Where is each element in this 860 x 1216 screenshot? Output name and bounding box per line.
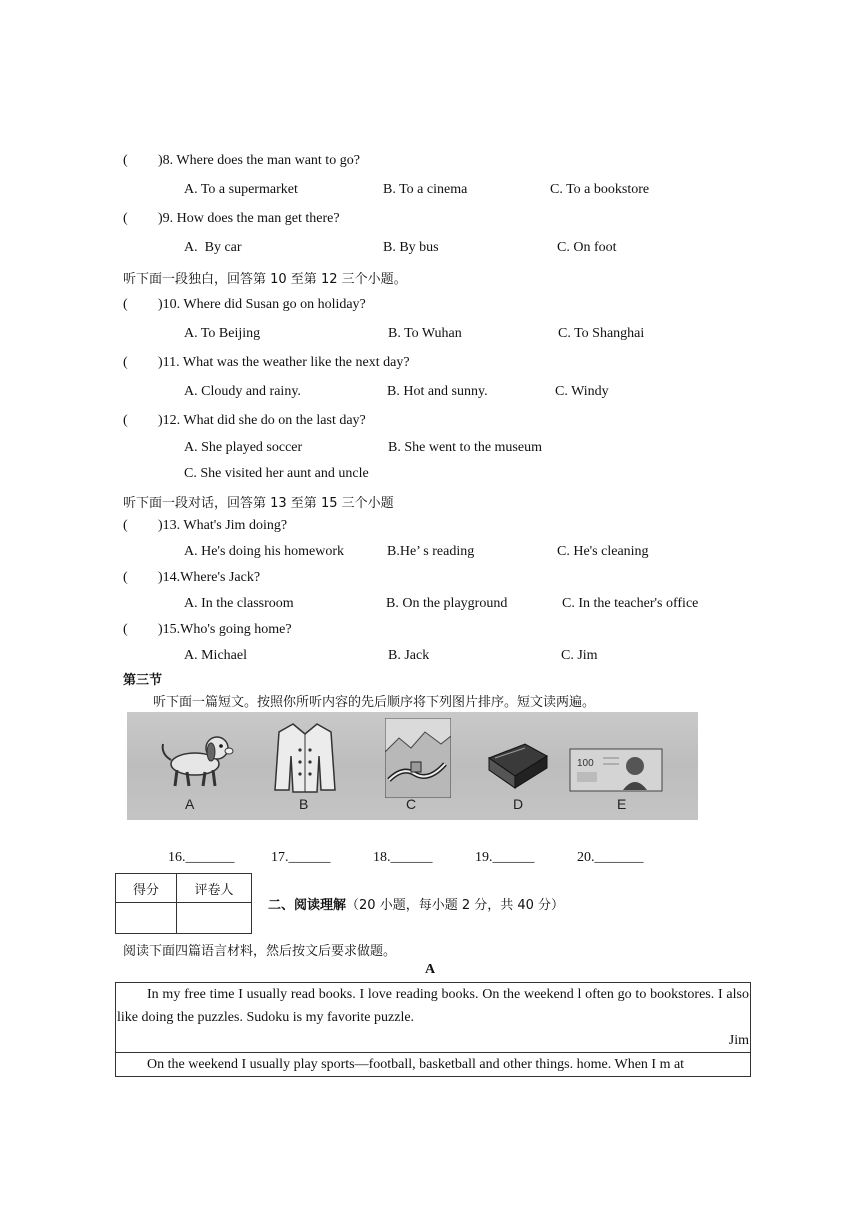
score-table [115, 873, 252, 934]
q8-option-c: C. To a bookstore [550, 182, 650, 197]
q13-option-a: A. He's doing his homework [184, 544, 345, 559]
great-wall-picture [385, 718, 451, 798]
question-9: )9. How does the man get there? [158, 211, 340, 226]
q12-option-b: B. She went to the museum [388, 440, 542, 455]
q8-option-b: B. To a cinema [383, 182, 468, 197]
q14-option-a: A. In the classroom [184, 596, 294, 611]
q11-option-a: A. Cloudy and rainy. [184, 384, 301, 399]
q15-option-a: A. Michael [184, 648, 247, 663]
answer-paren-open: ( [123, 211, 128, 226]
q9-option-a: A. By car [184, 240, 242, 255]
q10-option-a: A. To Beijing [184, 326, 261, 341]
svg-text:100: 100 [577, 758, 594, 769]
answer-paren-open: ( [123, 570, 128, 585]
q15-option-c: C. Jim [561, 648, 598, 663]
picture-label-e: E [617, 796, 627, 812]
passage-box [115, 982, 751, 1077]
question-14: )14.Where's Jack? [158, 570, 261, 585]
part2-detail: （20 小题，每小题 2 分，共 40 分） [346, 898, 565, 913]
picture-label-a: A [185, 796, 195, 812]
q13-option-b: B.He’ s reading [387, 544, 475, 559]
q8-option-a: A. To a supermarket [184, 182, 298, 197]
coat-picture [273, 720, 337, 794]
q12-option-c: C. She visited her aunt and uncle [184, 466, 369, 481]
picture-strip [127, 712, 698, 820]
picture-label-c: C [406, 796, 417, 812]
q14-option-b: B. On the playground [386, 596, 508, 611]
question-12: )12. What did she do on the last day? [158, 413, 366, 428]
answer-paren-open: ( [123, 297, 128, 312]
question-13: )13. What's Jim doing? [158, 518, 288, 533]
question-11: )11. What was the weather like the next day? [158, 355, 410, 370]
passage-label: A [425, 962, 436, 977]
answer-paren-open: ( [123, 413, 128, 428]
q9-option-b: B. By bus [383, 240, 439, 255]
banknote-picture [569, 748, 663, 792]
wallet-picture [485, 736, 551, 790]
answer-paren-open: ( [123, 622, 128, 637]
passage-jim-text: In my free time I usually read books. I love reading books. On the weekend l often go to bookstores. I also like doing the puzzles. Sudoku is my favorite puzzle. [117, 987, 749, 1025]
question-8: )8. Where does the man want to go? [158, 153, 360, 168]
answer-paren-open: ( [123, 153, 128, 168]
q14-option-c: C. In the teacher's office [562, 596, 699, 611]
monologue-instruction: 听下面一段独白，回答第 10 至第 12 三个小题。 [123, 272, 407, 287]
grader-header: 评卷人 [177, 874, 252, 903]
answer-paren-open: ( [123, 355, 128, 370]
q10-option-c: C. To Shanghai [558, 326, 645, 341]
answer-blank-20[interactable]: 20._______ [577, 850, 644, 865]
q12-option-a: A. She played soccer [184, 440, 303, 455]
passage-second-text: On the weekend I usually play sports—football, basketball and other things. home. When I m at [147, 1057, 685, 1072]
question-15: )15.Who's going home? [158, 622, 292, 637]
q11-option-b: B. Hot and sunny. [387, 384, 488, 399]
answer-paren-open: ( [123, 518, 128, 533]
passage-jim-signature: Jim [728, 1033, 749, 1048]
part2-title: 二、阅读理解 [268, 898, 347, 913]
answer-blank-18[interactable]: 18.______ [373, 850, 433, 865]
question-10: )10. Where did Susan go on holiday? [158, 297, 366, 312]
q9-option-c: C. On foot [557, 240, 617, 255]
q15-option-b: B. Jack [388, 648, 430, 663]
answer-blank-19[interactable]: 19.______ [475, 850, 535, 865]
answer-blank-16[interactable]: 16._______ [168, 850, 235, 865]
q13-option-c: C. He's cleaning [557, 544, 649, 559]
reading-instruction: 阅读下面四篇语言材料，然后按文后要求做题。 [123, 944, 397, 959]
answer-blank-17[interactable]: 17.______ [271, 850, 331, 865]
picture-label-b: B [299, 796, 309, 812]
q11-option-c: C. Windy [555, 384, 609, 399]
score-header: 得分 [116, 874, 177, 903]
part2-title-line [268, 894, 564, 913]
dialogue-instruction: 听下面一段对话，回答第 13 至第 15 三个小题 [123, 496, 394, 511]
q10-option-b: B. To Wuhan [388, 326, 462, 341]
passage-second [116, 1052, 750, 1076]
passage-jim [116, 983, 750, 1052]
section-instruction: 听下面一篇短文。按照你所听内容的先后顺序将下列图片排序。短文读两遍。 [153, 695, 596, 710]
grader-cell[interactable] [177, 903, 252, 934]
picture-label-d: D [513, 796, 524, 812]
score-cell[interactable] [116, 903, 177, 934]
dog-picture [157, 726, 237, 792]
section-heading: 第三节 [123, 673, 163, 688]
